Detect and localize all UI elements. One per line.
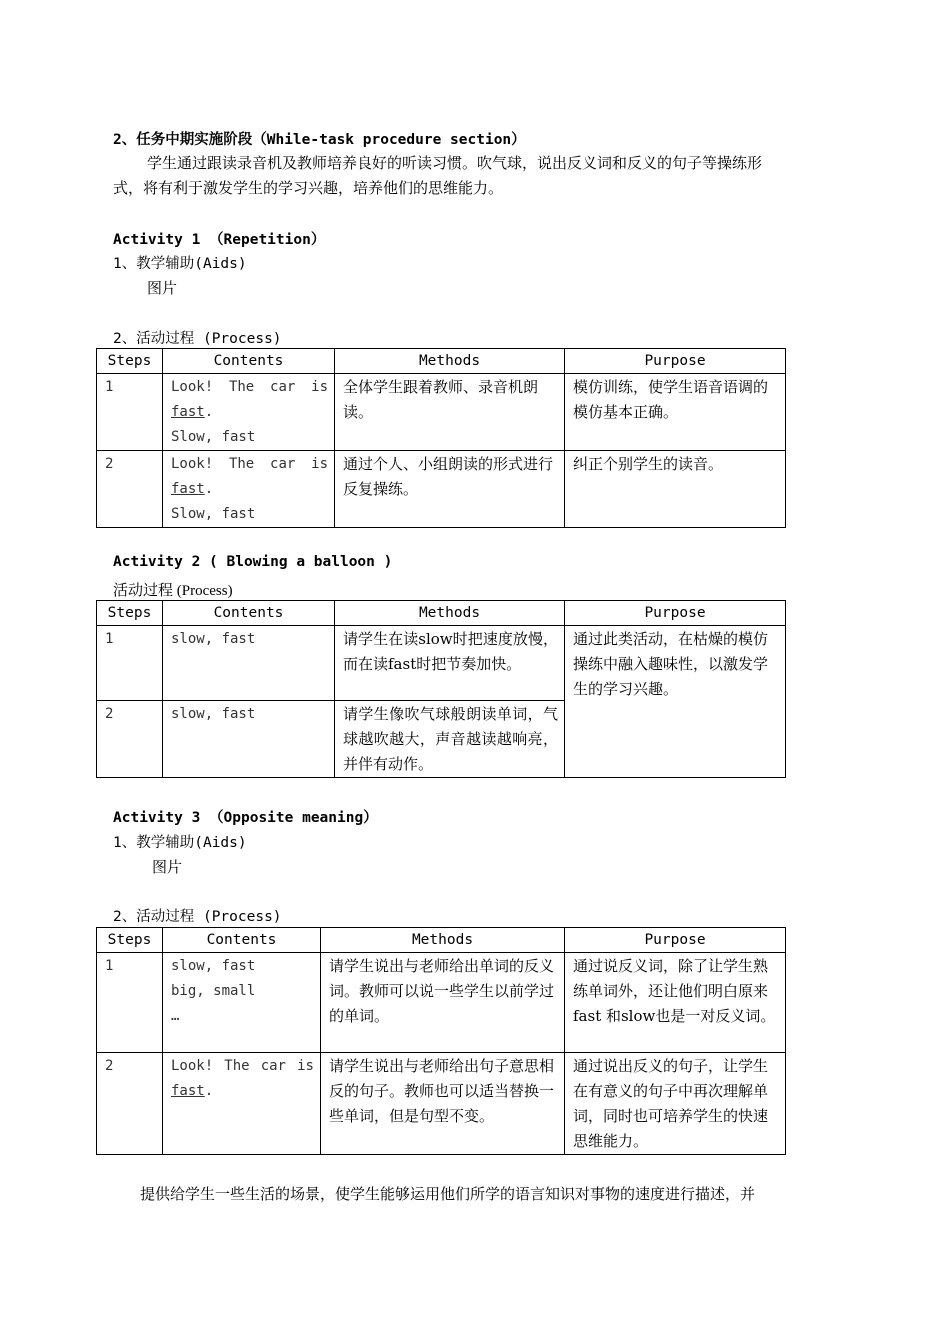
header-steps: Steps bbox=[97, 928, 163, 953]
header-contents: Contents bbox=[163, 601, 335, 626]
purpose-cell: 通过此类活动，在枯燥的模仿操练中融入趣味性，以激发学生的学习兴趣。 bbox=[565, 626, 786, 778]
activity1-process-label: 2、活动过程 (Process) bbox=[113, 331, 282, 347]
content-line: Look! The car is bbox=[171, 456, 328, 472]
activity2-process-label: 活动过程 (Process) bbox=[113, 583, 233, 599]
header-methods: Methods bbox=[335, 349, 565, 374]
content-line: big, small bbox=[171, 983, 256, 999]
header-purpose: Purpose bbox=[565, 601, 786, 626]
content-line: Slow, fast bbox=[171, 506, 256, 522]
closing-paragraph: 提供给学生一些生活的场景，使学生能够运用他们所学的语言知识对事物的速度进行描述，并 bbox=[140, 1185, 756, 1203]
activity2-title: Activity 2 ( Blowing a balloon ) bbox=[113, 554, 393, 570]
step-cell: 1 bbox=[97, 374, 163, 451]
activity3-aids-value: 图片 bbox=[152, 858, 183, 876]
purpose-cell: 通过说反义词，除了让学生熟练单词外，还让他们明白原来fast 和slow也是一对反义词。 bbox=[565, 953, 786, 1053]
header-contents: Contents bbox=[163, 349, 335, 374]
content-line: Look! The car is bbox=[171, 379, 328, 395]
content-line: … bbox=[171, 1008, 180, 1024]
step-cell: 2 bbox=[97, 1053, 163, 1155]
activity3-title: Activity 3 （Opposite meaning） bbox=[113, 810, 378, 826]
activity3-process-label: 2、活动过程 (Process) bbox=[113, 909, 282, 925]
activity3-aids-label: 1、教学辅助(Aids) bbox=[113, 835, 247, 851]
contents-cell bbox=[163, 451, 335, 528]
content-line: fast. bbox=[171, 481, 214, 497]
purpose-cell: 通过说出反义的句子，让学生在有意义的句子中再次理解单词，同时也可培养学生的快速思维能力。 bbox=[565, 1053, 786, 1155]
table-row bbox=[97, 626, 786, 701]
methods-cell: 请学生说出与老师给出句子意思相反的句子。教师也可以适当替换一些单词，但是句型不变。 bbox=[321, 1053, 565, 1155]
content-line: Slow, fast bbox=[171, 429, 256, 445]
methods-cell: 通过个人、小组朗读的形式进行反复操练。 bbox=[335, 451, 565, 528]
content-line: fast. bbox=[171, 404, 214, 420]
purpose-cell: 模仿训练，使学生语音语调的模仿基本正确。 bbox=[565, 374, 786, 451]
methods-cell: 请学生在读slow时把速度放慢，而在读fast时把节奏加快。 bbox=[335, 626, 565, 701]
table-row bbox=[97, 953, 786, 1053]
contents-cell bbox=[163, 953, 321, 1053]
table-row bbox=[97, 374, 786, 451]
header-steps: Steps bbox=[97, 601, 163, 626]
header-methods: Methods bbox=[335, 601, 565, 626]
methods-cell: 全体学生跟着教师、录音机朗读。 bbox=[335, 374, 565, 451]
table-row bbox=[97, 451, 786, 528]
content-line: slow, fast bbox=[171, 958, 256, 974]
header-methods: Methods bbox=[321, 928, 565, 953]
activity1-aids-label: 1、教学辅助(Aids) bbox=[113, 256, 247, 272]
table-header-row bbox=[97, 928, 786, 953]
contents-cell bbox=[163, 374, 335, 451]
contents-cell: slow, fast bbox=[163, 626, 335, 701]
contents-cell bbox=[163, 1053, 321, 1155]
step-cell: 2 bbox=[97, 451, 163, 528]
intro-line-1: 学生通过跟读录音机及教师培养良好的听读习惯。吹气球，说出反义词和反义的句子等操练形 bbox=[147, 154, 763, 172]
header-steps: Steps bbox=[97, 349, 163, 374]
activity1-aids-value: 图片 bbox=[147, 279, 178, 297]
activity3-table bbox=[96, 927, 786, 1155]
step-cell: 2 bbox=[97, 701, 163, 778]
content-line: fast. bbox=[171, 1083, 214, 1099]
intro-line-2: 式，将有利于激发学生的学习兴趣，培养他们的思维能力。 bbox=[113, 179, 504, 197]
header-contents: Contents bbox=[163, 928, 321, 953]
step-cell: 1 bbox=[97, 626, 163, 701]
section-title: 2、任务中期实施阶段（While-task procedure section） bbox=[113, 132, 526, 148]
table-row bbox=[97, 1053, 786, 1155]
table-header-row bbox=[97, 349, 786, 374]
table-header-row bbox=[97, 601, 786, 626]
purpose-cell: 纠正个别学生的读音。 bbox=[565, 451, 786, 528]
header-purpose: Purpose bbox=[565, 928, 786, 953]
activity1-title: Activity 1 （Repetition） bbox=[113, 232, 326, 248]
activity1-table bbox=[96, 348, 786, 528]
header-purpose: Purpose bbox=[565, 349, 786, 374]
methods-cell: 请学生像吹气球般朗读单词，气球越吹越大，声音越读越响亮，并伴有动作。 bbox=[335, 701, 565, 778]
step-cell: 1 bbox=[97, 953, 163, 1053]
activity2-table bbox=[96, 600, 786, 778]
content-line: Look! The car is bbox=[171, 1058, 314, 1074]
contents-cell: slow, fast bbox=[163, 701, 335, 778]
methods-cell: 请学生说出与老师给出单词的反义词。教师可以说一些学生以前学过的单词。 bbox=[321, 953, 565, 1053]
